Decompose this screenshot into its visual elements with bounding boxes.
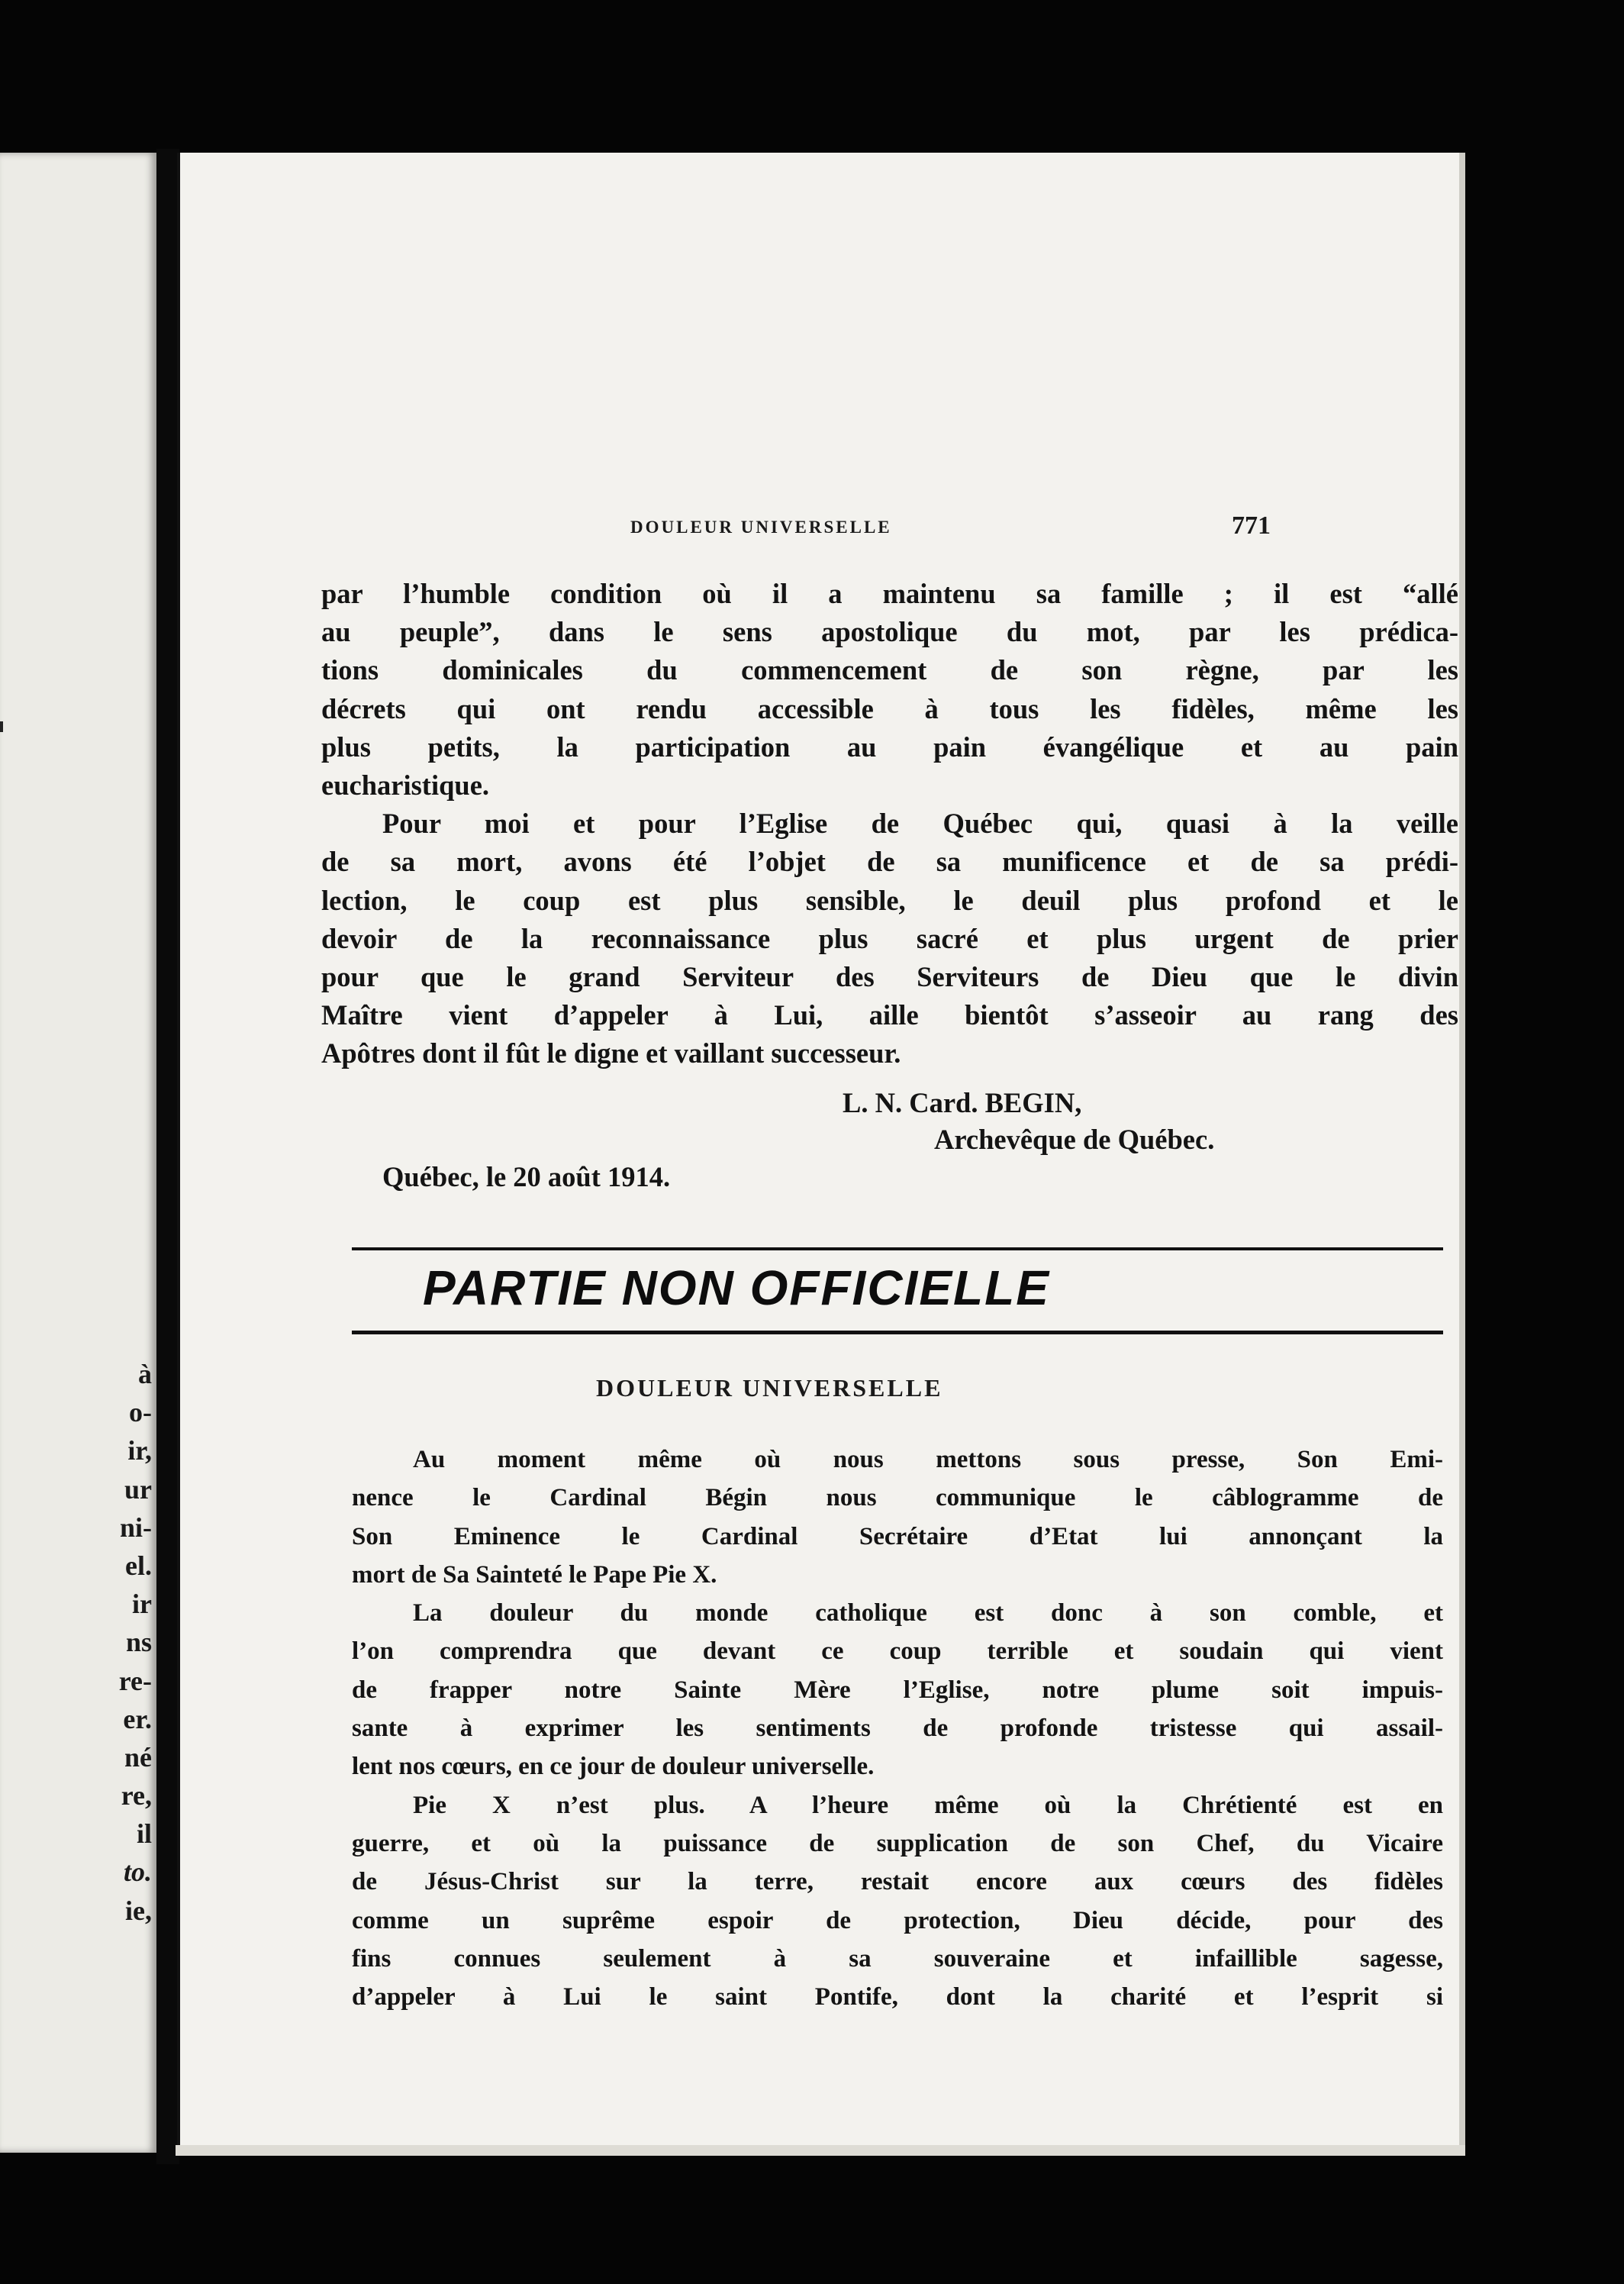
text-line: au peuple”, dans le sens apostolique du mot, par les prédica- xyxy=(321,616,1458,648)
fragment-line: ir xyxy=(132,1589,152,1620)
fragment-line: ni- xyxy=(119,1511,152,1543)
fragment-line: ns xyxy=(125,1627,152,1658)
text-line: devoir de la reconnaissance plus sacré et plus urgent de prier xyxy=(321,922,1458,954)
text-line: Au moment même où nous mettons sous presse, Son Emi- xyxy=(413,1446,1443,1473)
fragment-line: re- xyxy=(118,1665,152,1696)
text-line: La douleur du monde catholique est donc à son comble, et xyxy=(413,1599,1443,1628)
text-line: lection, le coup est plus sensible, le deuil plus profond et le xyxy=(321,884,1458,916)
text-line: mort de Sa Sainteté le Pape Pie X. xyxy=(352,1560,717,1589)
text-line: de Jésus-Christ sur la terre, restait encore aux cœurs des fidèles xyxy=(352,1868,1443,1896)
fragment-line: o- xyxy=(129,1397,152,1428)
place-date: Québec, le 20 août 1914. xyxy=(382,1161,671,1192)
text-line: de sa mort, avons été l’objet de sa munificence et de sa prédi- xyxy=(321,846,1458,878)
page-gutter xyxy=(156,149,179,2164)
text-line: d’appeler à Lui le saint Pontife, dont la charité et l’esprit si xyxy=(352,1983,1443,2011)
text-line: tions dominicales du commencement de son règne, par les xyxy=(321,654,1458,686)
text-line: par l’humble condition où il a maintenu sa famille ; il est “allé xyxy=(321,578,1458,609)
section-banner: PARTIE NON OFFICIELLE xyxy=(423,1260,1050,1315)
text-line: fins connues seulement à sa souveraine et infaillible sagesse, xyxy=(352,1944,1443,1973)
page-bottom-edge xyxy=(176,2145,1465,2156)
text-line: nence le Cardinal Bégin nous communique le câblogramme de xyxy=(352,1484,1443,1512)
text-line: lent nos cœurs, en ce jour de douleur universelle. xyxy=(352,1753,875,1781)
fragment-line: né xyxy=(124,1741,152,1773)
fragment-line: re, xyxy=(121,1780,152,1811)
text-line: Pour moi et pour l’Eglise de Québec qui, quasi à la veille xyxy=(382,808,1458,840)
text-line: pour que le grand Serviteur des Serviteurs de Dieu que le divin xyxy=(321,960,1458,992)
running-title: DOULEUR UNIVERSELLE xyxy=(630,518,892,537)
text-line: décrets qui ont rendu accessible à tous les fidèles, même les xyxy=(321,692,1458,724)
page-header xyxy=(180,511,1462,542)
margin-mark xyxy=(0,721,3,732)
fragment-line: ur xyxy=(124,1473,152,1505)
article-body xyxy=(352,1440,1443,2016)
signature-name: L. N. Card. BEGIN, xyxy=(843,1087,1082,1118)
fragment-line: il xyxy=(136,1818,152,1850)
article-title: DOULEUR UNIVERSELLE xyxy=(596,1374,943,1402)
text-line: de frapper notre Sainte Mère l’Eglise, notre plume soit impuis- xyxy=(352,1676,1443,1704)
text-line: Maître vient d’appeler à Lui, aille bientôt s’asseoir au rang des xyxy=(321,999,1458,1031)
fragment-line: ir, xyxy=(127,1435,152,1466)
text-line: eucharistique. xyxy=(321,769,490,801)
fragment-line: ie, xyxy=(125,1895,152,1926)
section-rule-top xyxy=(352,1247,1443,1250)
document-page xyxy=(177,153,1462,2145)
text-line: Pie X n’est plus. A l’heure même où la Chrétienté est en xyxy=(413,1791,1443,1819)
section-rule-bottom xyxy=(352,1331,1443,1334)
fragment-line: à xyxy=(138,1359,152,1389)
text-line: Apôtres dont il fût le digne et vaillant successeur. xyxy=(321,1037,901,1069)
letter-body xyxy=(321,575,1458,1073)
text-line: guerre, et où la puissance de supplication de son Chef, du Vicaire xyxy=(352,1829,1443,1857)
text-line: l’on comprendra que devant ce coup terrible et soudain qui vient xyxy=(352,1637,1443,1666)
signature-title: Archevêque de Québec. xyxy=(934,1124,1215,1155)
text-line: comme un suprême espoir de protection, Dieu décide, pour des xyxy=(352,1906,1443,1934)
text-line: plus petits, la participation au pain évangélique et au pain xyxy=(321,731,1458,763)
page-number: 771 xyxy=(1232,511,1271,540)
fragment-line: er. xyxy=(123,1703,152,1734)
text-line: Son Eminence le Cardinal Secrétaire d’Etat lui annonçant la xyxy=(352,1522,1443,1550)
left-page-fragment xyxy=(0,153,156,2153)
fragment-line: el. xyxy=(125,1550,152,1581)
text-line: sante à exprimer les sentiments de profonde tristesse qui assail- xyxy=(352,1715,1443,1743)
fragment-line: to. xyxy=(123,1857,152,1888)
page-edge xyxy=(1459,153,1465,2145)
left-page-text-fragments xyxy=(119,1355,152,1930)
